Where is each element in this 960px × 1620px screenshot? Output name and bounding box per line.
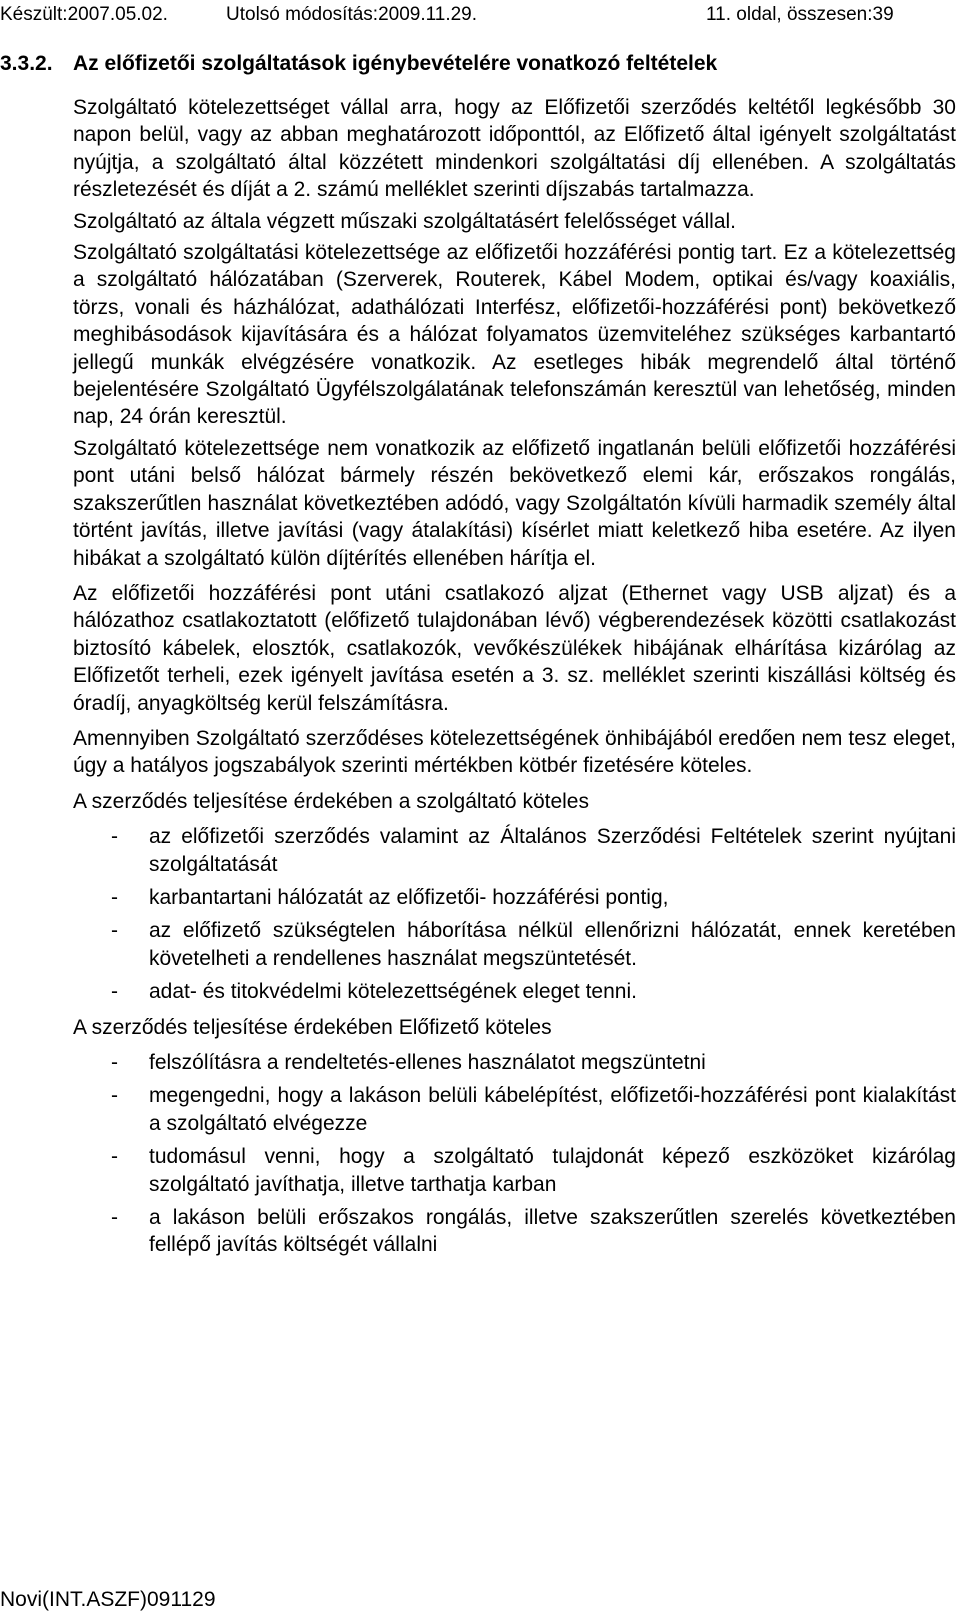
created-date: Készült:2007.05.02. bbox=[0, 4, 168, 25]
dash-marker: - bbox=[111, 1084, 118, 1108]
list-item-text: karbantartani hálózatát az előfizetői- hozzáférési pontig, bbox=[149, 885, 669, 909]
section-heading bbox=[0, 52, 960, 76]
dash-marker: - bbox=[111, 919, 118, 943]
dash-marker: - bbox=[111, 1206, 118, 1230]
dash-marker: - bbox=[111, 885, 118, 909]
paragraph: Szolgáltató kötelezettsége nem vonatkozik az előfizető ingatlanán belüli előfizetői hozzáférési pont utáni belső hálózat bármely részén bekövetkező elemi kár, erőszakos rongálás, szakszerűtlen használat következtében adódó, vagy Szolgáltatón kívüli harmadik személy által történt javítás, illetve javítási (vagy átalakítási) kísérlet miatt keletkező hiba esetére. Az ilyen hibákat a szolgáltató külön díjtérítés ellenében hárítja el. bbox=[73, 436, 956, 570]
subscriber-obligations-intro: A szerződés teljesítése érdekében Előfizető köteles bbox=[73, 1015, 552, 1039]
document-id: Novi(INT.ASZF)091129 bbox=[0, 1588, 216, 1611]
modified-date: Utolsó módosítás:2009.11.29. bbox=[226, 4, 478, 25]
page-footer bbox=[0, 1588, 216, 1612]
list-item-text: a lakáson belüli erőszakos rongálás, illetve szakszerűtlen szerelés következtében fellépő javítás költségét vállalni bbox=[149, 1206, 956, 1257]
list-item bbox=[73, 884, 956, 911]
page-counter: 11. oldal, összesen:39 bbox=[706, 4, 894, 25]
dash-marker: - bbox=[111, 1051, 118, 1074]
paragraph: Szolgáltató kötelezettséget vállal arra, hogy az Előfizetői szerződés keltétől legkésőbb 30 napon belül, vagy az abban meghatározott időponttól, az Előfizető által igényelt szolgáltatást nyújtja, a szolgáltató által közzétett mindenkori szolgáltatási díj ellenében. A szolgáltatás részletezését és díját a 2. számú melléklet szerinti díjszabás tartalmazza. bbox=[73, 96, 956, 202]
list-item-text: tudomásul venni, hogy a szolgáltató tulajdonát képező eszközöket kizárólag szolgáltató javíthatja, illetve tarthatja karban bbox=[149, 1145, 956, 1196]
dash-marker: - bbox=[111, 1145, 118, 1169]
list-item bbox=[73, 823, 956, 878]
list-item-text: az előfizető szükségtelen háborítása nélkül ellenőrizni hálózatát, ennek keretében követelheti a rendellenes használat megszüntetését. bbox=[149, 919, 956, 970]
list-item-text: megengedni, hogy a lakáson belüli kábelépítést, előfizetői-hozzáférési pont kialakítást a szolgáltató elvégezze bbox=[149, 1084, 956, 1135]
list-item bbox=[73, 978, 956, 1005]
list-item-text: adat- és titokvédelmi kötelezettségének eleget tenni. bbox=[149, 980, 637, 1004]
list-item-text: az előfizetői szerződés valamint az Általános Szerződési Feltételek szerint nyújtani szolgáltatását bbox=[149, 825, 956, 876]
list-item-text: felszólításra a rendeltetés-ellenes használatot megszüntetni bbox=[149, 1051, 706, 1074]
paragraph: Szolgáltató szolgáltatási kötelezettsége az előfizetői hozzáférési pontig tart. Ez a kötelezettség a szolgáltató hálózatában (Szerverek, Routerek, Kábel Modem, optikai és/vagy koaxiális, törzs, vonali és házhálózat, adathálózati Interfész, előfizetői-hozzáférési pont) bekövetkező meghibásodások kijavítására és a hálózat folyamatos üzemviteléhez szükséges karbantartó jellegű munkák elvégzésére vonatkozik. Az esetleges hibák megrendelő által történő bejelentésére Szolgáltató Ügyfélszolgálatának telefonszámán keresztül van lehetőség, minden nap, 24 órán keresztül. bbox=[73, 241, 956, 429]
list-item bbox=[73, 1049, 956, 1076]
provider-obligations-intro: A szerződés teljesítése érdekében a szolgáltató köteles bbox=[73, 789, 589, 813]
list-item bbox=[73, 1204, 956, 1259]
paragraph: Amennyiben Szolgáltató szerződéses kötelezettségének önhibájából eredően nem tesz eleget, úgy a hatályos jogszabályok szerinti mértékben kötbér fizetésére köteles. bbox=[73, 726, 956, 778]
provider-obligations-list bbox=[73, 823, 956, 1005]
dash-marker: - bbox=[111, 825, 118, 849]
list-item bbox=[73, 1143, 956, 1198]
page-header bbox=[0, 4, 960, 34]
section-number: 3.3.2. bbox=[0, 52, 53, 75]
paragraph: Az előfizetői hozzáférési pont utáni csatlakozó aljzat (Ethernet vagy USB aljzat) és a hálózathoz csatlakoztatott (előfizető tulajdonában lévő) végberendezések közötti csatlakozást biztosító kábelek, elosztók, csatlakozók, vevőkészülékek hibájának elhárítása kizárólag az Előfizetőt terheli, ezek igényelt javítása esetén a 3. sz. melléklet szerinti kiszállási költség és óradíj, anyagköltség kerül felszámításra. bbox=[73, 581, 956, 715]
paragraph: Szolgáltató az általa végzett műszaki szolgáltatásért felelősséget vállal. bbox=[73, 209, 737, 233]
list-item bbox=[73, 1082, 956, 1137]
list-item bbox=[73, 917, 956, 972]
subscriber-obligations-list bbox=[73, 1049, 956, 1259]
dash-marker: - bbox=[111, 980, 118, 1004]
document-body bbox=[73, 94, 956, 1267]
section-title: Az előfizetői szolgáltatások igénybevételére vonatkozó feltételek bbox=[73, 52, 718, 75]
